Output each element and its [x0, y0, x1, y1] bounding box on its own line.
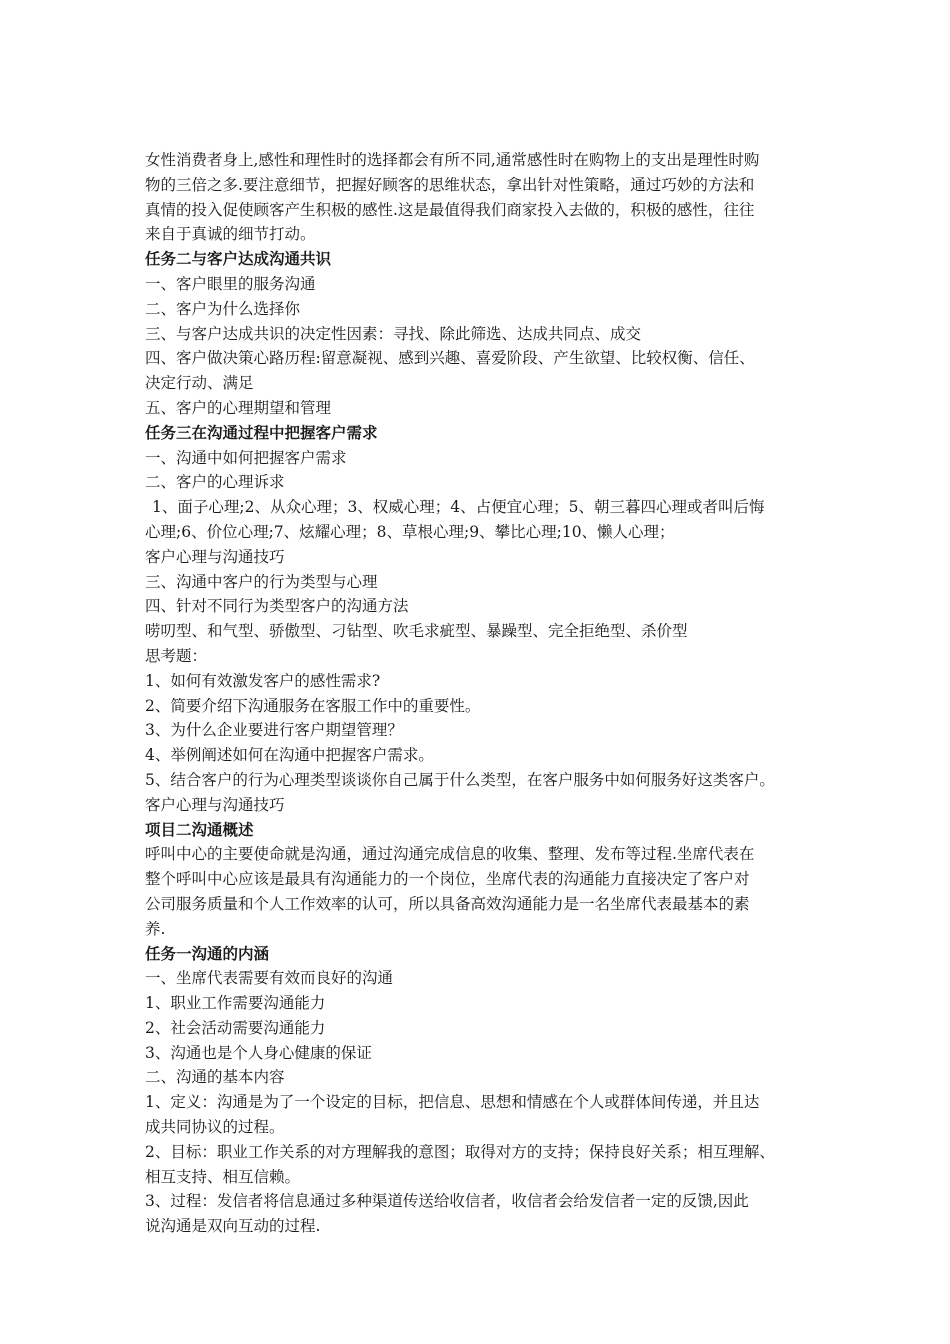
- text-line: 客户心理与沟通技巧: [145, 547, 285, 566]
- text-line: 说沟通是双向互动的过程.: [145, 1217, 321, 1236]
- text-line: 物的三倍之多.要注意细节，把握好顾客的思维状态，拿出针对性策略，通过巧妙的方法和: [145, 175, 755, 194]
- text-line: 心理;6、价位心理;7、炫耀心理；8、草根心理;9、攀比心理;10、懒人心理；: [145, 522, 675, 541]
- text-line: 1、如何有效激发客户的感性需求?: [145, 671, 381, 690]
- text-line: 二、客户的心理诉求: [145, 473, 285, 492]
- text-line: 养.: [145, 919, 166, 938]
- text-line: 1、面子心理;2、从众心理；3、权威心理；4、占便宜心理；5、朝三暮四心理或者叫后悔: [152, 498, 765, 517]
- text-line: 一、沟通中如何把握客户需求: [145, 448, 347, 467]
- text-line: 三、与客户达成共识的决定性因素：寻找、除此筛选、达成共同点、成交: [145, 324, 642, 343]
- text-line: 1、职业工作需要沟通能力: [145, 994, 326, 1013]
- text-line: 二、客户为什么选择你: [145, 299, 301, 318]
- text-line: 真情的投入促使顾客产生积极的感性.这是最值得我们商家投入去做的，积极的感性，往往: [145, 200, 755, 219]
- text-line: 决定行动、满足: [145, 374, 254, 393]
- text-line: 一、客户眼里的服务沟通: [145, 274, 316, 293]
- section-heading: 任务一沟通的内涵: [145, 943, 270, 963]
- text-line: 一、坐席代表需要有效而良好的沟通: [145, 969, 394, 988]
- text-line: 五、客户的心理期望和管理: [145, 398, 332, 417]
- text-line: 2、简要介绍下沟通服务在客服工作中的重要性。: [145, 696, 481, 715]
- text-line: 呼叫中心的主要使命就是沟通，通过沟通完成信息的收集、整理、发布等过程.坐席代表在: [145, 845, 755, 864]
- section-heading: 项目二沟通概述: [145, 819, 254, 839]
- text-line: 女性消费者身上,感性和理性时的选择都会有所不同,通常感性时在购物上的支出是理性时购: [145, 151, 760, 169]
- text-line: 四、客户做决策心路历程:留意凝视、感到兴趣、喜爱阶段、产生欲望、比较权衡、信任、: [145, 349, 755, 368]
- text-line: 二、沟通的基本内容: [145, 1068, 285, 1087]
- text-line: 四、针对不同行为类型客户的沟通方法: [145, 597, 409, 616]
- text-line: 来自于真诚的细节打动。: [145, 225, 316, 244]
- text-line: 4、举例阐述如何在沟通中把握客户需求。: [145, 746, 434, 765]
- text-line: 公司服务质量和个人工作效率的认可，所以具备高效沟通能力是一名坐席代表最基本的素: [145, 894, 750, 913]
- text-line: 相互支持、相互信赖。: [145, 1167, 301, 1186]
- text-line: 3、为什么企业要进行客户期望管理？: [145, 721, 403, 740]
- section-heading: 任务二与客户达成沟通共识: [145, 249, 332, 269]
- text-line: 1、定义：沟通是为了一个设定的目标，把信息、思想和情感在个人或群体间传递，并且达: [145, 1093, 760, 1112]
- text-line: 唠叨型、和气型、骄傲型、刁钻型、吹毛求疵型、暴躁型、完全拒绝型、杀价型: [145, 622, 688, 641]
- text-line: 3、沟通也是个人身心健康的保证: [145, 1043, 372, 1062]
- text-line: 客户心理与沟通技巧: [145, 795, 285, 814]
- text-line: 成共同协议的过程。: [145, 1118, 285, 1137]
- section-heading: 任务三在沟通过程中把握客户需求: [145, 422, 378, 442]
- text-line: 2、社会活动需要沟通能力: [145, 1018, 326, 1037]
- text-line: 整个呼叫中心应该是最具有沟通能力的一个岗位，坐席代表的沟通能力直接决定了客户对: [145, 870, 750, 889]
- document-body: [145, 148, 825, 1239]
- text-line: 思考题：: [145, 646, 208, 665]
- text-line: 3、过程：发信者将信息通过多种渠道传送给收信者，收信者会给发信者一定的反馈,因此: [145, 1192, 749, 1211]
- text-line: 5、结合客户的行为心理类型谈谈你自己属于什么类型，在客户服务中如何服务好这类客户。: [145, 770, 775, 789]
- text-line: 三、沟通中客户的行为类型与心理: [145, 572, 378, 591]
- text-line: 2、目标：职业工作关系的对方理解我的意图；取得对方的支持；保持良好关系；相互理解、: [145, 1142, 775, 1161]
